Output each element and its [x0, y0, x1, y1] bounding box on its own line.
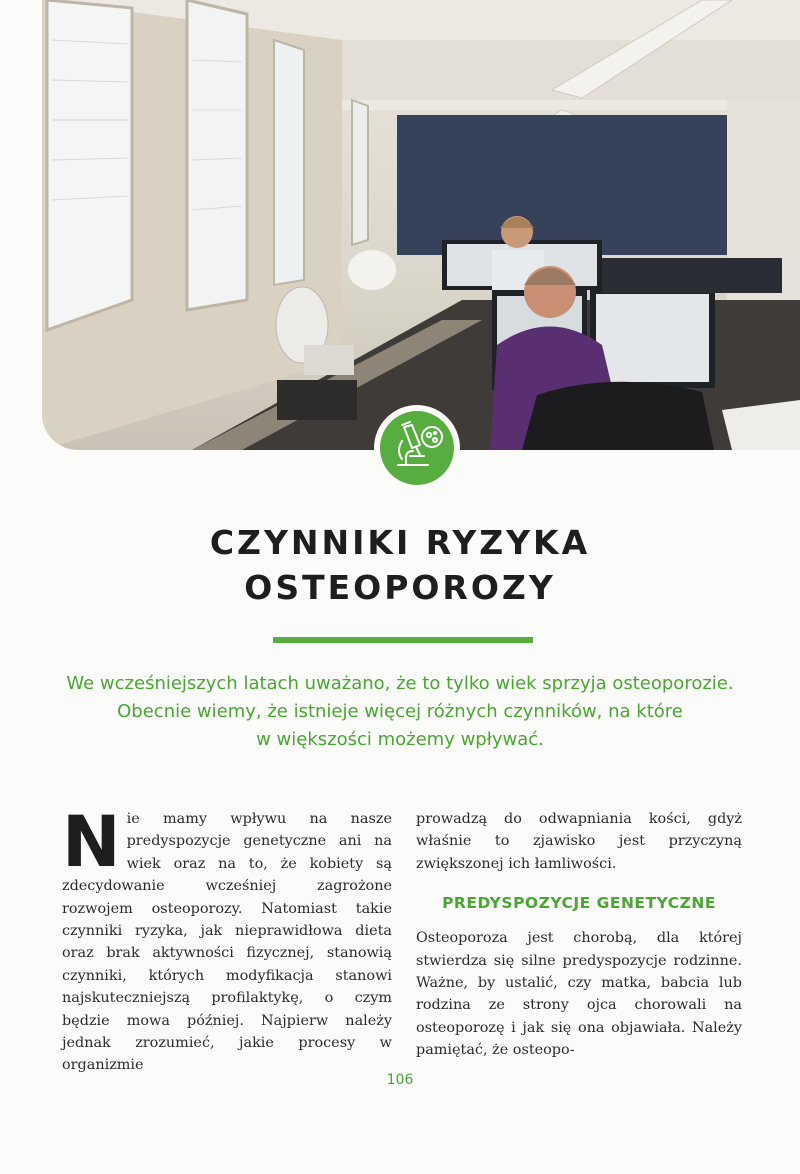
topic-badge [374, 405, 460, 491]
body-text-left: ie mamy wpływu na nasze predyspozycje genetyczne ani na wiek oraz na to, że kobiety są zdecydowanie wcześniej zagrożone rozwojem osteoporozy. Natomiast takie czynniki ryzyka, jak nieprawidłowa dieta oraz brak aktywności fizycznej, stanowią czynniki, których modyfikacja stanowi najskuteczniejszą profilaktykę, o czym będzie mowa później. Najpierw należy jednak zrozumieć, jakie procesy w organizmie [62, 811, 392, 1074]
lead-line-1: We wcześniejszych latach uważano, że to tylko wiek sprzyja osteoporozie. [66, 673, 734, 694]
body-column-right [416, 808, 742, 1062]
body-column-left [62, 801, 392, 1077]
lead-paragraph [40, 670, 760, 754]
page-number: 106 [386, 1072, 414, 1088]
title-line-2: OSTEOPOROZY [244, 568, 556, 607]
section-subheading: PREDYSPOZYCJE GENETYCZNE [442, 894, 716, 913]
page-title [0, 520, 800, 610]
body-text-right: Osteoporoza jest chorobą, dla której stwierdza się silne predyspozycje rodzinne. Ważne, by ustalić, czy matka, babcia lub rodzina ze strony ojca chorowali na osteoporozę i jak się ona objawiała. Należy pamiętać, że osteopo- [416, 930, 742, 1059]
lead-line-3: w większości możemy wpływać. [256, 729, 544, 750]
lead-line-2: Obecnie wiemy, że istnieje więcej różnych czynników, na które [117, 701, 683, 722]
title-divider [273, 637, 533, 643]
body-text-right-intro: prowadzą do odwapniania kości, gdyż właśnie to zjawisko jest przyczyną zwiększonej ich łamliwości. [416, 811, 742, 872]
microscope-icon [380, 411, 454, 485]
title-line-1: CZYNNIKI RYZYKA [209, 523, 591, 562]
drop-cap: N [62, 801, 121, 883]
office-photo [42, 0, 800, 450]
